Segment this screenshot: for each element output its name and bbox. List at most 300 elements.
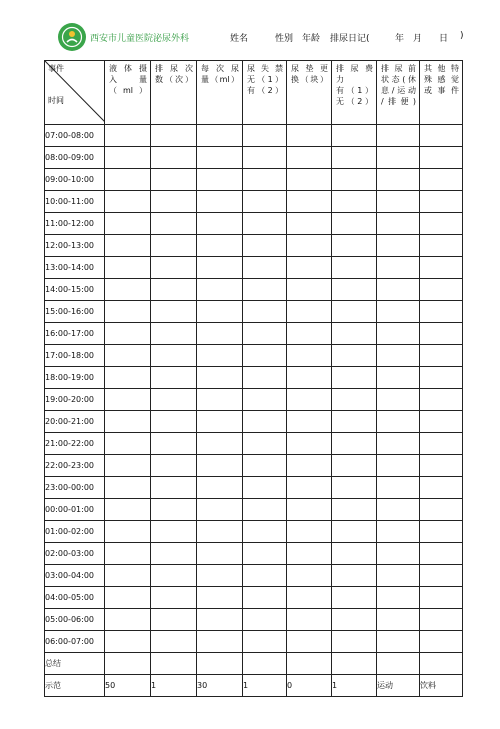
column-header-line: 殊感觉 [424, 75, 459, 84]
entry-cell[interactable] [151, 609, 197, 631]
entry-cell[interactable] [197, 213, 243, 235]
entry-cell[interactable] [243, 323, 287, 345]
row-label: 示范 [45, 675, 105, 697]
column-header-line: 无（2） [336, 97, 373, 106]
entry-cell[interactable] [197, 125, 243, 147]
year-label: 年 [395, 34, 405, 44]
entry-cell[interactable] [197, 345, 243, 367]
entry-cell[interactable] [332, 213, 377, 235]
entry-cell[interactable] [377, 235, 420, 257]
entry-cell[interactable] [287, 125, 332, 147]
entry-cell[interactable] [105, 477, 151, 499]
entry-cell[interactable] [377, 169, 420, 191]
entry-cell[interactable] [105, 565, 151, 587]
entry-cell[interactable] [243, 455, 287, 477]
time-row [45, 257, 463, 279]
entry-cell[interactable] [287, 411, 332, 433]
entry-cell[interactable] [151, 653, 197, 675]
entry-cell[interactable] [197, 587, 243, 609]
entry-cell[interactable] [287, 521, 332, 543]
name-label: 姓名 [230, 34, 249, 44]
row-label: 06:00-07:00 [45, 631, 105, 653]
entry-cell[interactable] [105, 191, 151, 213]
entry-cell[interactable] [287, 323, 332, 345]
entry-cell[interactable] [332, 191, 377, 213]
entry-cell[interactable] [243, 125, 287, 147]
entry-cell[interactable] [197, 565, 243, 587]
entry-cell[interactable] [287, 169, 332, 191]
entry-cell[interactable] [332, 411, 377, 433]
time-row [45, 191, 463, 213]
entry-cell[interactable] [105, 257, 151, 279]
entry-cell[interactable] [377, 257, 420, 279]
entry-cell[interactable] [151, 499, 197, 521]
column-header-line: 有（2） [247, 86, 283, 95]
entry-cell[interactable] [332, 477, 377, 499]
column-header-7 [377, 61, 420, 125]
row-label: 12:00-13:00 [45, 235, 105, 257]
summary-row [45, 653, 463, 675]
entry-cell[interactable] [420, 125, 463, 147]
entry-cell[interactable] [105, 235, 151, 257]
time-row [45, 543, 463, 565]
entry-cell[interactable] [243, 213, 287, 235]
column-header-1 [105, 61, 151, 125]
entry-cell[interactable] [287, 367, 332, 389]
age-label: 年龄 [302, 34, 321, 44]
entry-cell[interactable] [420, 433, 463, 455]
entry-cell[interactable] [151, 147, 197, 169]
entry-cell[interactable] [197, 257, 243, 279]
entry-cell[interactable] [377, 455, 420, 477]
entry-cell[interactable] [243, 521, 287, 543]
column-header-line: 入 量 [109, 75, 147, 84]
time-row [45, 147, 463, 169]
column-header-line: 或事件 [424, 86, 459, 95]
time-row [45, 609, 463, 631]
entry-cell[interactable] [332, 521, 377, 543]
entry-cell[interactable] [243, 609, 287, 631]
entry-cell[interactable] [197, 433, 243, 455]
entry-cell[interactable] [197, 323, 243, 345]
row-label: 22:00-23:00 [45, 455, 105, 477]
entry-cell[interactable] [151, 169, 197, 191]
row-label: 16:00-17:00 [45, 323, 105, 345]
entry-cell[interactable] [377, 543, 420, 565]
entry-cell[interactable] [287, 631, 332, 653]
entry-cell[interactable] [197, 301, 243, 323]
example-value-cell: 50 [105, 675, 151, 697]
entry-cell[interactable] [420, 235, 463, 257]
entry-cell[interactable] [420, 411, 463, 433]
entry-cell[interactable] [151, 125, 197, 147]
entry-cell[interactable] [332, 653, 377, 675]
entry-cell[interactable] [287, 587, 332, 609]
entry-cell[interactable] [287, 389, 332, 411]
column-header-line: 液体摄 [109, 64, 147, 73]
entry-cell[interactable] [420, 345, 463, 367]
entry-cell[interactable] [151, 301, 197, 323]
entry-cell[interactable] [332, 301, 377, 323]
entry-cell[interactable] [151, 213, 197, 235]
entry-cell[interactable] [151, 345, 197, 367]
column-header-line: 排尿次 [155, 64, 193, 73]
entry-cell[interactable] [151, 521, 197, 543]
diary-label: 排尿日记( [330, 34, 370, 44]
entry-cell[interactable] [151, 477, 197, 499]
entry-cell[interactable] [332, 147, 377, 169]
entry-cell[interactable] [420, 367, 463, 389]
entry-cell[interactable] [287, 653, 332, 675]
column-header-line: /排便) [381, 97, 416, 106]
entry-cell[interactable] [197, 609, 243, 631]
entry-cell[interactable] [197, 499, 243, 521]
entry-cell[interactable] [287, 279, 332, 301]
entry-cell[interactable] [287, 147, 332, 169]
entry-cell[interactable] [243, 191, 287, 213]
entry-cell[interactable] [287, 257, 332, 279]
month-label: 月 [413, 34, 423, 44]
row-label: 10:00-11:00 [45, 191, 105, 213]
entry-cell[interactable] [151, 191, 197, 213]
entry-cell[interactable] [243, 543, 287, 565]
entry-cell[interactable] [287, 213, 332, 235]
row-label: 18:00-19:00 [45, 367, 105, 389]
entry-cell[interactable] [332, 455, 377, 477]
voiding-diary-table [44, 60, 463, 697]
entry-cell[interactable] [287, 565, 332, 587]
time-row [45, 521, 463, 543]
entry-cell[interactable] [151, 279, 197, 301]
entry-cell[interactable] [197, 521, 243, 543]
corner-time-label: 时间 [48, 96, 64, 105]
corner-event-label: 事件 [48, 64, 64, 73]
entry-cell[interactable] [243, 345, 287, 367]
entry-cell[interactable] [197, 169, 243, 191]
entry-cell[interactable] [420, 169, 463, 191]
entry-cell[interactable] [332, 367, 377, 389]
entry-cell[interactable] [377, 411, 420, 433]
row-label: 07:00-08:00 [45, 125, 105, 147]
entry-cell[interactable] [377, 389, 420, 411]
entry-cell[interactable] [243, 279, 287, 301]
entry-cell[interactable] [197, 147, 243, 169]
entry-cell[interactable] [287, 477, 332, 499]
entry-cell[interactable] [243, 631, 287, 653]
entry-cell[interactable] [377, 301, 420, 323]
row-label: 09:00-10:00 [45, 169, 105, 191]
entry-cell[interactable] [332, 587, 377, 609]
hospital-name: 西安市儿童医院泌尿外科 [90, 34, 190, 44]
entry-cell[interactable] [151, 455, 197, 477]
time-row [45, 169, 463, 191]
entry-cell[interactable] [420, 323, 463, 345]
time-row [45, 367, 463, 389]
column-header-line: 息/运动 [381, 86, 416, 95]
entry-cell[interactable] [105, 587, 151, 609]
entry-cell[interactable] [105, 433, 151, 455]
entry-cell[interactable] [243, 169, 287, 191]
entry-cell[interactable] [105, 389, 151, 411]
form-header [0, 0, 500, 60]
entry-cell[interactable] [151, 433, 197, 455]
entry-cell[interactable] [197, 279, 243, 301]
entry-cell[interactable] [151, 587, 197, 609]
column-header-line: 尿失禁 [247, 64, 283, 73]
row-label: 14:00-15:00 [45, 279, 105, 301]
entry-cell[interactable] [197, 631, 243, 653]
entry-cell[interactable] [151, 323, 197, 345]
entry-cell[interactable] [105, 455, 151, 477]
entry-cell[interactable] [377, 609, 420, 631]
entry-cell[interactable] [420, 543, 463, 565]
entry-cell[interactable] [377, 499, 420, 521]
column-header-4 [243, 61, 287, 125]
column-header-6 [332, 61, 377, 125]
entry-cell[interactable] [377, 367, 420, 389]
entry-cell[interactable] [105, 631, 151, 653]
row-label: 21:00-22:00 [45, 433, 105, 455]
example-value-cell: 1 [332, 675, 377, 697]
row-label: 05:00-06:00 [45, 609, 105, 631]
entry-cell[interactable] [197, 455, 243, 477]
entry-cell[interactable] [332, 257, 377, 279]
entry-cell[interactable] [420, 653, 463, 675]
entry-cell[interactable] [287, 543, 332, 565]
column-header-line: 无（1） [247, 75, 283, 84]
entry-cell[interactable] [243, 367, 287, 389]
entry-cell[interactable] [420, 213, 463, 235]
entry-cell[interactable] [332, 169, 377, 191]
entry-cell[interactable] [420, 279, 463, 301]
entry-cell[interactable] [105, 279, 151, 301]
entry-cell[interactable] [287, 433, 332, 455]
entry-cell[interactable] [105, 125, 151, 147]
time-row [45, 587, 463, 609]
entry-cell[interactable] [243, 477, 287, 499]
entry-cell[interactable] [420, 455, 463, 477]
entry-cell[interactable] [332, 345, 377, 367]
row-label: 总结 [45, 653, 105, 675]
entry-cell[interactable] [420, 499, 463, 521]
entry-cell[interactable] [105, 609, 151, 631]
entry-cell[interactable] [243, 433, 287, 455]
entry-cell[interactable] [420, 477, 463, 499]
column-header-line: 量（ml） [201, 75, 239, 84]
entry-cell[interactable] [243, 565, 287, 587]
entry-cell[interactable] [377, 653, 420, 675]
row-label: 00:00-01:00 [45, 499, 105, 521]
entry-cell[interactable] [377, 565, 420, 587]
entry-cell[interactable] [420, 631, 463, 653]
entry-cell[interactable] [377, 125, 420, 147]
entry-cell[interactable] [287, 609, 332, 631]
entry-cell[interactable] [287, 499, 332, 521]
entry-cell[interactable] [377, 323, 420, 345]
entry-cell[interactable] [197, 543, 243, 565]
entry-cell[interactable] [377, 477, 420, 499]
entry-cell[interactable] [332, 631, 377, 653]
time-row [45, 477, 463, 499]
entry-cell[interactable] [151, 411, 197, 433]
time-row [45, 411, 463, 433]
entry-cell[interactable] [151, 367, 197, 389]
entry-cell[interactable] [197, 477, 243, 499]
entry-cell[interactable] [151, 543, 197, 565]
entry-cell[interactable] [197, 367, 243, 389]
entry-cell[interactable] [105, 213, 151, 235]
entry-cell[interactable] [377, 345, 420, 367]
row-label: 15:00-16:00 [45, 301, 105, 323]
time-row [45, 345, 463, 367]
time-row [45, 235, 463, 257]
entry-cell[interactable] [377, 587, 420, 609]
entry-cell[interactable] [377, 279, 420, 301]
entry-cell[interactable] [287, 235, 332, 257]
column-header-8 [420, 61, 463, 125]
time-row [45, 499, 463, 521]
example-value-cell: 0 [287, 675, 332, 697]
column-header-5 [287, 61, 332, 125]
entry-cell[interactable] [377, 213, 420, 235]
time-row [45, 213, 463, 235]
entry-cell[interactable] [420, 301, 463, 323]
entry-cell[interactable] [197, 389, 243, 411]
entry-cell[interactable] [243, 147, 287, 169]
entry-cell[interactable] [287, 191, 332, 213]
entry-cell[interactable] [420, 389, 463, 411]
entry-cell[interactable] [197, 411, 243, 433]
column-header-line: 数（次） [155, 75, 193, 84]
entry-cell[interactable] [332, 389, 377, 411]
time-row [45, 565, 463, 587]
column-header-line: 每次尿 [201, 64, 239, 73]
entry-cell[interactable] [332, 279, 377, 301]
column-header-line: 有（1） [336, 86, 373, 95]
time-row [45, 279, 463, 301]
example-value-cell: 1 [243, 675, 287, 697]
entry-cell[interactable] [332, 543, 377, 565]
entry-cell[interactable] [105, 499, 151, 521]
entry-cell[interactable] [151, 565, 197, 587]
entry-cell[interactable] [105, 543, 151, 565]
entry-cell[interactable] [197, 653, 243, 675]
entry-cell[interactable] [377, 433, 420, 455]
entry-cell[interactable] [151, 631, 197, 653]
entry-cell[interactable] [243, 411, 287, 433]
entry-cell[interactable] [332, 235, 377, 257]
entry-cell[interactable] [332, 565, 377, 587]
entry-cell[interactable] [377, 521, 420, 543]
row-label: 01:00-02:00 [45, 521, 105, 543]
entry-cell[interactable] [151, 389, 197, 411]
entry-cell[interactable] [151, 235, 197, 257]
row-label: 03:00-04:00 [45, 565, 105, 587]
entry-cell[interactable] [332, 499, 377, 521]
time-row [45, 433, 463, 455]
column-header-line: （ml） [109, 86, 147, 95]
column-header-line: 排尿前 [381, 64, 416, 73]
entry-cell[interactable] [105, 653, 151, 675]
example-value-cell: 运动 [377, 675, 420, 697]
row-label: 20:00-21:00 [45, 411, 105, 433]
row-label: 08:00-09:00 [45, 147, 105, 169]
example-value-cell: 30 [197, 675, 243, 697]
entry-cell[interactable] [332, 433, 377, 455]
entry-cell[interactable] [197, 191, 243, 213]
column-header-line: 力 [336, 75, 344, 84]
column-header-line: 尿垫更 [291, 64, 328, 73]
entry-cell[interactable] [243, 587, 287, 609]
entry-cell[interactable] [105, 147, 151, 169]
entry-cell[interactable] [243, 389, 287, 411]
day-label: 日 [439, 34, 449, 44]
entry-cell[interactable] [377, 147, 420, 169]
entry-cell[interactable] [420, 257, 463, 279]
column-header-3 [197, 61, 243, 125]
time-row [45, 125, 463, 147]
column-header-line: 换（块） [291, 75, 328, 84]
row-label: 02:00-03:00 [45, 543, 105, 565]
corner-header-cell [45, 61, 105, 125]
entry-cell[interactable] [420, 609, 463, 631]
column-header-2 [151, 61, 197, 125]
entry-cell[interactable] [243, 653, 287, 675]
entry-cell[interactable] [105, 169, 151, 191]
row-label: 04:00-05:00 [45, 587, 105, 609]
entry-cell[interactable] [105, 301, 151, 323]
entry-cell[interactable] [243, 301, 287, 323]
entry-cell[interactable] [377, 191, 420, 213]
entry-cell[interactable] [332, 125, 377, 147]
entry-cell[interactable] [332, 323, 377, 345]
entry-cell[interactable] [243, 235, 287, 257]
entry-cell[interactable] [420, 587, 463, 609]
example-value-cell: 1 [151, 675, 197, 697]
entry-cell[interactable] [420, 521, 463, 543]
row-label: 11:00-12:00 [45, 213, 105, 235]
time-row [45, 455, 463, 477]
entry-cell[interactable] [287, 455, 332, 477]
entry-cell[interactable] [105, 323, 151, 345]
entry-cell[interactable] [105, 367, 151, 389]
close-paren: ) [460, 31, 464, 41]
example-row [45, 675, 463, 697]
entry-cell[interactable] [105, 345, 151, 367]
entry-cell[interactable] [420, 191, 463, 213]
entry-cell[interactable] [151, 257, 197, 279]
entry-cell[interactable] [420, 565, 463, 587]
row-label: 17:00-18:00 [45, 345, 105, 367]
entry-cell[interactable] [243, 499, 287, 521]
entry-cell[interactable] [105, 411, 151, 433]
hospital-logo-icon [58, 23, 86, 51]
time-row [45, 301, 463, 323]
column-header-line: 其他特 [424, 64, 459, 73]
entry-cell[interactable] [287, 301, 332, 323]
time-row [45, 389, 463, 411]
column-header-row [45, 61, 463, 125]
entry-cell[interactable] [243, 257, 287, 279]
entry-cell[interactable] [332, 609, 377, 631]
entry-cell[interactable] [377, 631, 420, 653]
time-row [45, 323, 463, 345]
entry-cell[interactable] [105, 521, 151, 543]
entry-cell[interactable] [420, 147, 463, 169]
entry-cell[interactable] [287, 345, 332, 367]
entry-cell[interactable] [197, 235, 243, 257]
row-label: 13:00-14:00 [45, 257, 105, 279]
